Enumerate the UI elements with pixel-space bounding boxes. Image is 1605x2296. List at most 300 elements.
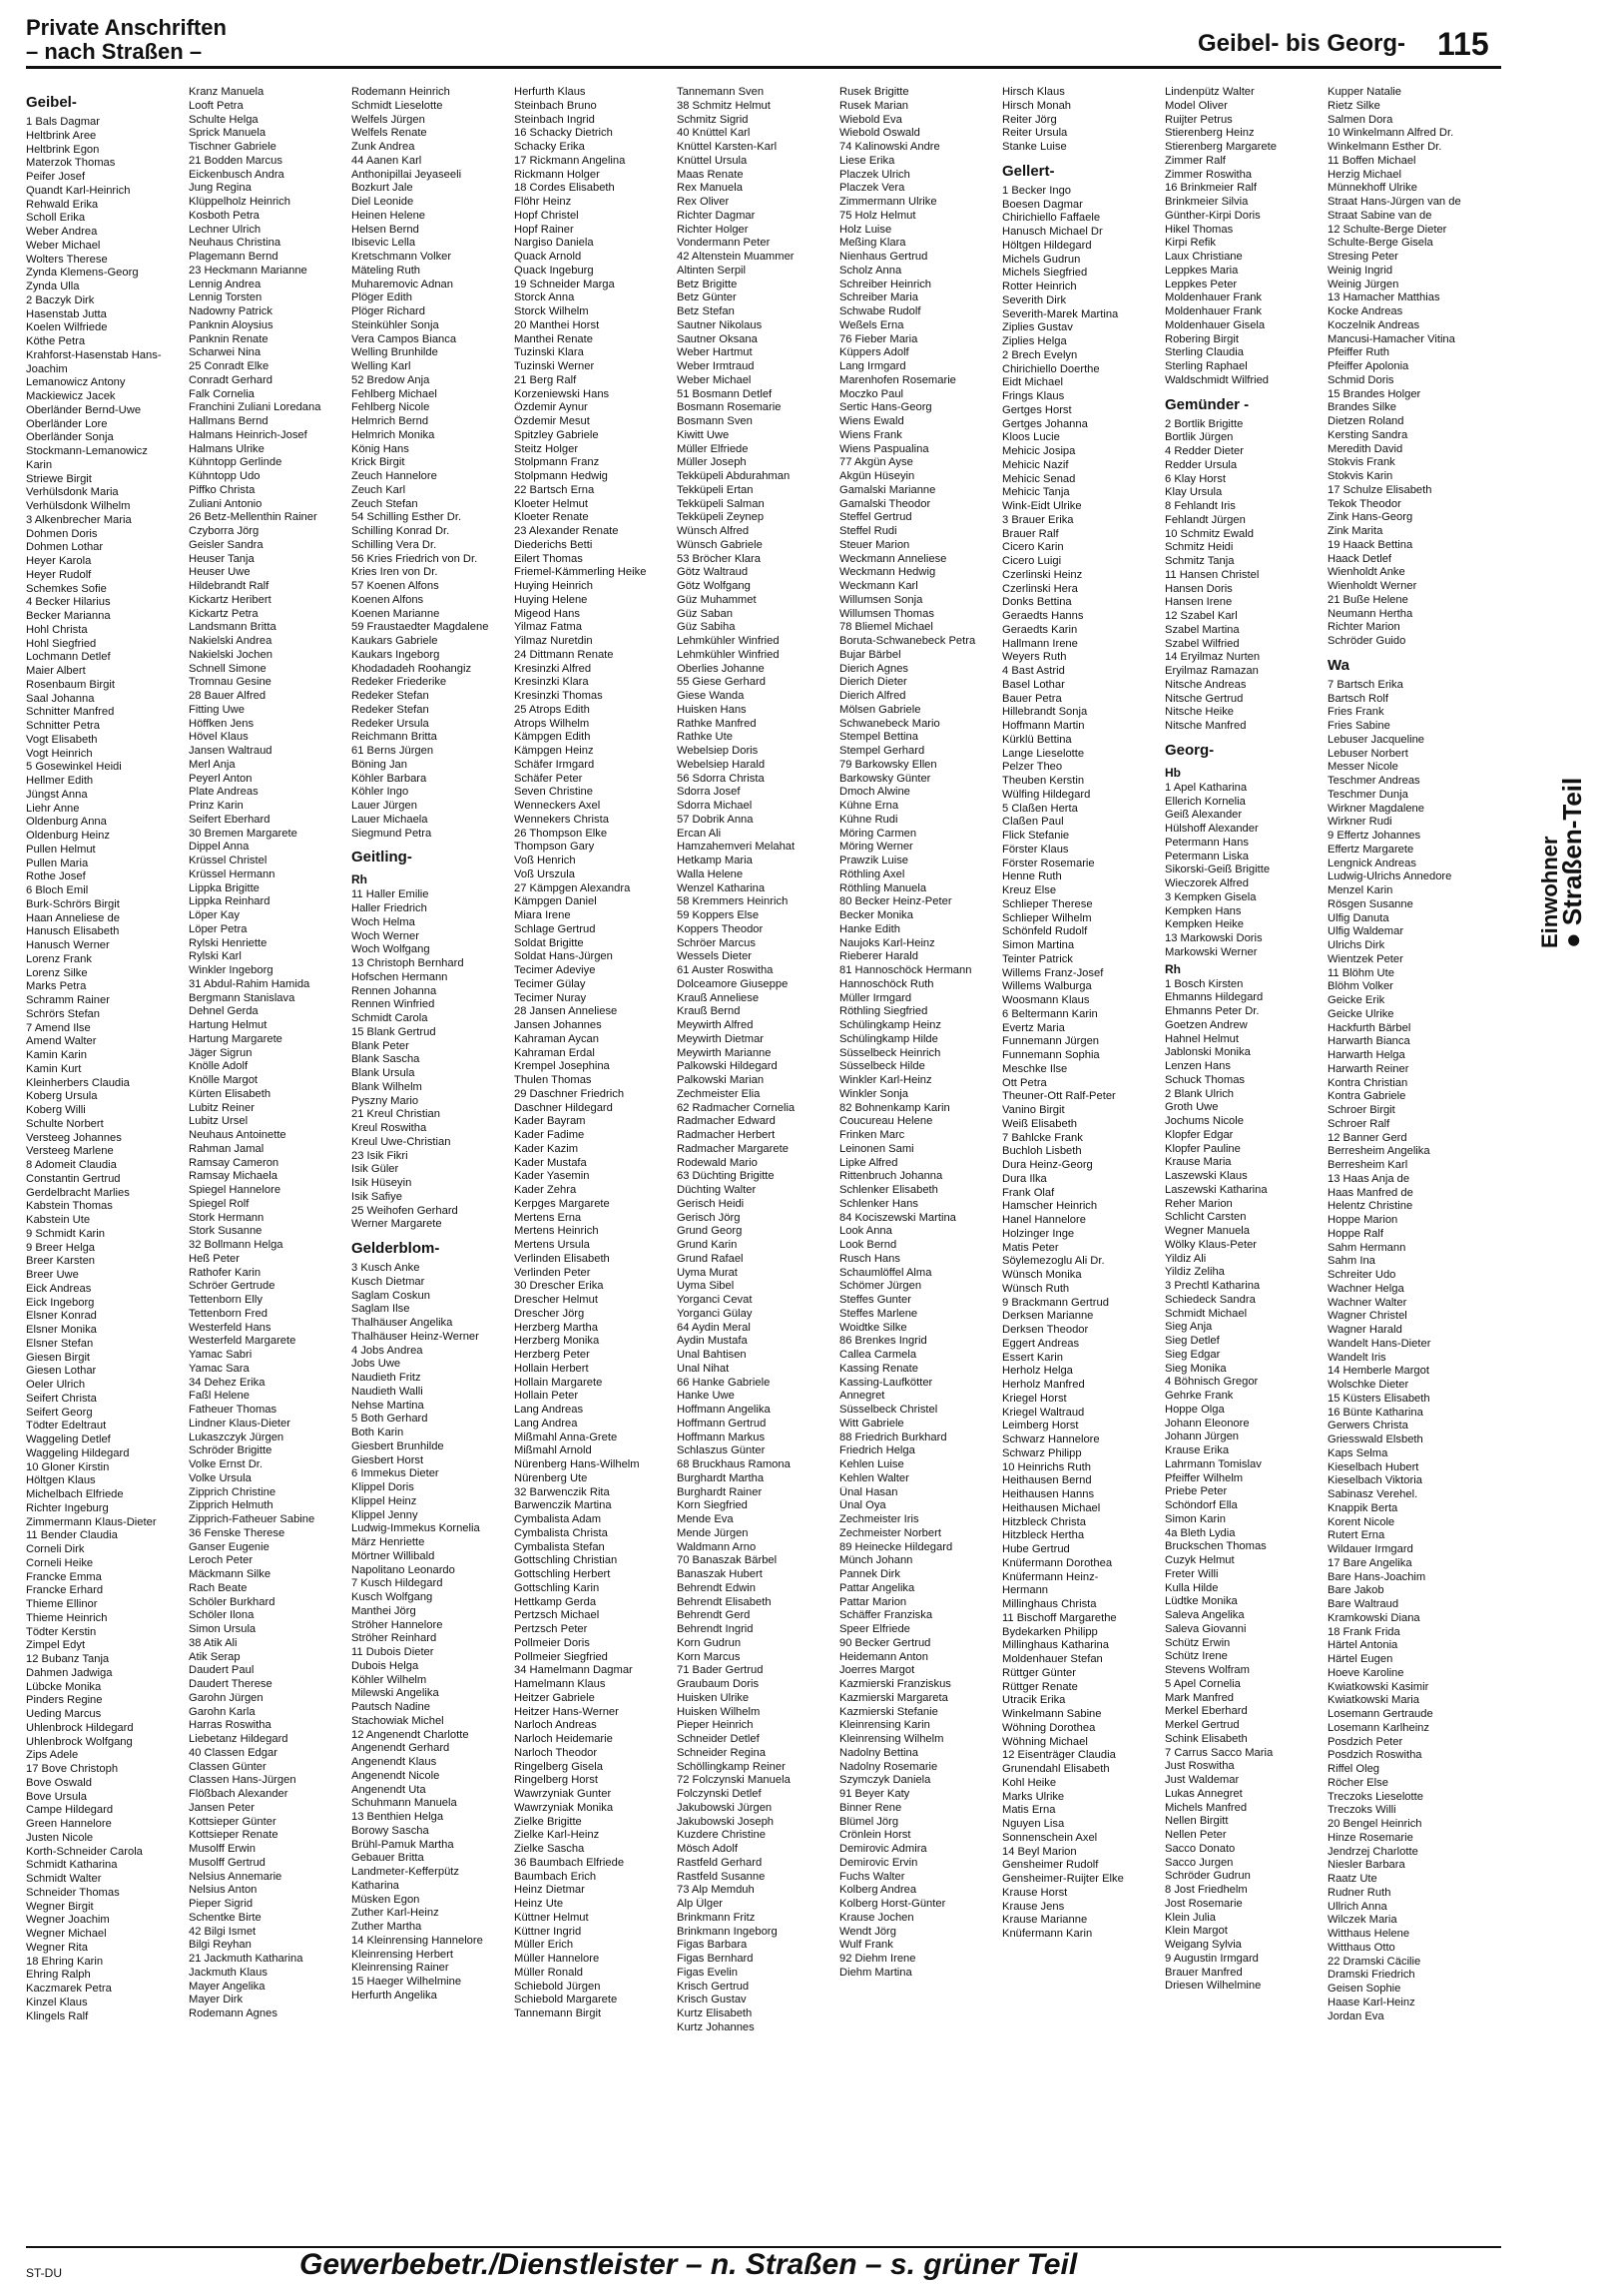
- resident-entry: Özdemir Mesut: [514, 415, 590, 427]
- resident-entry: Zechmeister Elia: [677, 1087, 761, 1100]
- resident-entry: Francke Emma: [26, 1570, 102, 1583]
- resident-entry: Knölle Margot: [189, 1074, 259, 1086]
- resident-entry: Müller Irmgard: [839, 991, 912, 1004]
- resident-entry: Kader Zehra: [514, 1184, 577, 1196]
- resident-entry: Griesswald Elsbeth: [1328, 1434, 1423, 1445]
- resident-entry: Khodadadeh Roohangiz: [351, 662, 472, 675]
- resident-entry: Mäteling Ruth: [351, 264, 421, 277]
- resident-entry: Derksen Theodor: [1002, 1324, 1089, 1336]
- resident-entry: Hirsch Monah: [1002, 99, 1072, 112]
- resident-entry: Winkler Ingeborg: [189, 964, 273, 976]
- resident-entry: Özdemir Aynur: [514, 401, 588, 414]
- resident-entry: Höffken Jens: [189, 717, 255, 730]
- directory-column: [1002, 86, 1164, 2232]
- resident-entry: Gerisch Jörg: [677, 1211, 741, 1224]
- resident-entry: Ünal Hasan: [839, 1485, 898, 1498]
- resident-entry: Nadolny Bettina: [839, 1746, 918, 1759]
- resident-entry: Hannoschöck Ruth: [839, 977, 934, 990]
- resident-entry: Köhler Ingo: [351, 786, 409, 799]
- resident-entry: Burk-Schrörs Birgit: [26, 897, 120, 910]
- resident-entry: 4 Böhnisch Gregor: [1165, 1376, 1259, 1389]
- resident-entry: Schönfeld Rudolf: [1002, 925, 1088, 938]
- resident-entry: Kosboth Petra: [189, 209, 260, 222]
- resident-entry: Gertges Johanna: [1002, 417, 1088, 430]
- resident-entry: Waggeling Detlef: [26, 1434, 111, 1445]
- resident-entry: Driesen Wilhelmine: [1165, 1980, 1262, 1993]
- resident-entry: Ulrichs Dirk: [1328, 939, 1385, 951]
- resident-entry: Peyerl Anton: [189, 772, 253, 785]
- resident-entry: Francke Erhard: [26, 1584, 104, 1597]
- resident-entry: Lennig Torsten: [189, 291, 263, 304]
- resident-entry: 58 Kremmers Heinrich: [677, 895, 789, 908]
- resident-entry: Pollmeier Siegfried: [514, 1650, 608, 1663]
- resident-entry: Bruckschen Thomas: [1165, 1540, 1267, 1553]
- resident-entry: Cymbalista Adam: [514, 1513, 602, 1525]
- resident-entry: 71 Bader Gertrud: [677, 1664, 764, 1677]
- resident-entry: Brauer Manfred: [1165, 1966, 1243, 1979]
- resident-entry: Holz Luise: [839, 223, 892, 236]
- resident-entry: Kloeter Renate: [514, 511, 589, 524]
- resident-entry: Donks Bettina: [1002, 596, 1072, 609]
- resident-entry: Radmacher Herbert: [677, 1129, 776, 1141]
- resident-entry: Rastfeld Gerhard: [677, 1856, 763, 1869]
- resident-entry: Wegner Birgit: [26, 1900, 94, 1913]
- resident-entry: Kleinherbers Claudia: [26, 1076, 130, 1089]
- resident-entry: Kazmierski Margareta: [839, 1691, 948, 1704]
- resident-entry: Schröder Gudrun: [1165, 1870, 1251, 1883]
- resident-entry: Müller Ronald: [514, 1966, 584, 1979]
- resident-entry: Millinghaus Christa: [1002, 1598, 1097, 1610]
- resident-entry: 18 Cordes Elisabeth: [514, 182, 615, 195]
- resident-entry: Henne Ruth: [1002, 870, 1062, 883]
- resident-entry: Blank Peter: [351, 1039, 409, 1052]
- resident-entry: Ramsay Cameron: [189, 1156, 279, 1169]
- resident-entry: Kürten Elisabeth: [189, 1087, 271, 1100]
- resident-entry: Green Hannelore: [26, 1818, 112, 1830]
- resident-entry: Willumsen Thomas: [839, 607, 934, 620]
- resident-entry: Koenen Marianne: [351, 607, 440, 620]
- resident-entry: 38 Atik Ali: [189, 1636, 238, 1649]
- resident-entry: Angenendt Uta: [351, 1783, 426, 1796]
- resident-entry: Heinz Dietmar: [514, 1884, 585, 1897]
- resident-entry: Schuhmann Manuela: [351, 1797, 457, 1810]
- resident-entry: Rickmann Holger: [514, 168, 600, 181]
- resident-entry: Schlage Gertrud: [514, 922, 596, 935]
- resident-entry: Hellmer Edith: [26, 775, 94, 787]
- resident-entry: Gerisch Heidi: [677, 1197, 745, 1210]
- resident-entry: Schramm Rainer: [26, 994, 110, 1006]
- resident-entry: Eick Andreas: [26, 1282, 92, 1295]
- resident-entry: Blöhm Volker: [1328, 980, 1393, 993]
- resident-entry: Nadowny Patrick: [189, 305, 272, 317]
- resident-entry: Just Roswitha: [1165, 1760, 1235, 1773]
- resident-entry: Kieselbach Hubert: [1328, 1460, 1419, 1473]
- resident-entry: Claßen Paul: [1002, 816, 1064, 829]
- resident-entry: Ströher Hannelore: [351, 1618, 443, 1631]
- resident-entry: Lippka Reinhard: [189, 895, 270, 908]
- resident-entry: Geraedts Hanns: [1002, 610, 1084, 622]
- resident-entry: Lukas Annegret: [1165, 1787, 1243, 1800]
- resident-entry: Joerres Margot: [839, 1664, 915, 1677]
- resident-entry: Angenendt Nicole: [351, 1769, 440, 1782]
- resident-entry: 2 Bortlik Brigitte: [1165, 417, 1244, 430]
- resident-entry: Hülshoff Alexander: [1165, 823, 1259, 835]
- resident-entry: 2 Blank Ulrich: [1165, 1087, 1235, 1100]
- resident-entry: Müsken Egon: [351, 1893, 420, 1906]
- resident-entry: Weckmann Hedwig: [839, 566, 936, 579]
- resident-entry: Kühntopp Udo: [189, 470, 261, 482]
- resident-entry: Kamin Karin: [26, 1049, 87, 1061]
- resident-entry: Hamelmann Klaus: [514, 1678, 606, 1690]
- resident-entry: Kader Bayram: [514, 1115, 586, 1128]
- resident-entry: Kader Fadime: [514, 1129, 585, 1141]
- resident-entry: Pfeiffer Ruth: [1328, 346, 1389, 359]
- resident-entry: Laszewski Katharina: [1165, 1183, 1268, 1196]
- resident-entry: Diehm Martina: [839, 1966, 912, 1979]
- resident-entry: Nehse Martina: [351, 1399, 424, 1412]
- resident-entry: Woidtke Silke: [839, 1321, 907, 1334]
- resident-entry: Korn Marcus: [677, 1650, 741, 1663]
- resident-entry: Krisch Gustav: [677, 1994, 747, 2007]
- resident-entry: Dura Heinz-Georg: [1002, 1159, 1093, 1171]
- resident-entry: Nitsche Manfred: [1165, 720, 1247, 732]
- resident-entry: Härtel Eugen: [1328, 1653, 1393, 1665]
- resident-entry: Kreul Roswitha: [351, 1122, 427, 1134]
- resident-entry: Weigang Sylvia: [1165, 1939, 1242, 1951]
- resident-entry: Czyborra Jörg: [189, 525, 260, 537]
- resident-entry: Nellen Birgitt: [1165, 1815, 1229, 1828]
- resident-entry: 12 Banner Gerd: [1328, 1131, 1407, 1144]
- resident-entry: Ott Petra: [1002, 1076, 1047, 1089]
- resident-entry: Buchloh Lisbeth: [1002, 1145, 1082, 1158]
- resident-entry: Wegner Michael: [26, 1928, 107, 1940]
- resident-entry: Haas Manfred de: [1328, 1186, 1413, 1199]
- resident-entry: Korn Siegfried: [677, 1499, 748, 1512]
- resident-entry: Brauer Ralf: [1002, 527, 1059, 540]
- resident-entry: Peifer Josef: [26, 171, 86, 183]
- resident-entry: Leppkes Peter: [1165, 278, 1238, 290]
- resident-entry: Millinghaus Katharina: [1002, 1639, 1109, 1652]
- resident-entry: 73 Alp Memduh: [677, 1884, 755, 1897]
- resident-entry: Klüppelholz Heinrich: [189, 196, 290, 208]
- resident-entry: Rittenbruch Johanna: [839, 1170, 943, 1183]
- resident-entry: Behrendt Elisabeth: [677, 1595, 772, 1608]
- resident-entry: Pfeiffer Wilhelm: [1165, 1471, 1244, 1484]
- resident-entry: Steitz Holger: [514, 442, 579, 455]
- resident-entry: Pannek Dirk: [839, 1568, 900, 1580]
- resident-entry: Waldschmidt Wilfried: [1165, 373, 1270, 386]
- resident-entry: Müller Joseph: [677, 456, 747, 469]
- resident-entry: Tekküpeli Salman: [677, 497, 765, 510]
- resident-entry: Treczoks Lieselotte: [1328, 1790, 1423, 1803]
- resident-entry: Lehmkühler Winfried: [677, 648, 780, 661]
- directory-column: [514, 86, 676, 2232]
- resident-entry: 11 Bender Claudia: [26, 1529, 118, 1542]
- resident-entry: 56 Kries Friedrich von Dr.: [351, 552, 478, 565]
- resident-entry: Verlinden Peter: [514, 1266, 591, 1279]
- resident-entry: Derksen Marianne: [1002, 1310, 1094, 1323]
- resident-entry: Zipprich-Fatheuer Sabine: [189, 1513, 315, 1525]
- resident-entry: Welfels Renate: [351, 127, 427, 140]
- resident-entry: Schöndorf Ella: [1165, 1499, 1238, 1511]
- directory-column: [189, 86, 350, 2232]
- resident-entry: Schlaszus Günter: [677, 1444, 766, 1457]
- resident-entry: Meredith David: [1328, 442, 1403, 455]
- resident-entry: Kaukars Gabriele: [351, 635, 438, 647]
- resident-entry: Tecimer Adeviye: [514, 964, 596, 976]
- resident-entry: Wawrzyniak Gunter: [514, 1788, 612, 1800]
- resident-entry: Schulte Norbert: [26, 1117, 104, 1130]
- resident-entry: Wöhning Dorothea: [1002, 1721, 1096, 1734]
- resident-entry: Wünsch Gabriele: [677, 538, 763, 551]
- resident-entry: 12 Schulte-Berge Dieter: [1328, 223, 1447, 236]
- resident-entry: Güz Saban: [677, 607, 733, 620]
- resident-entry: Welfels Jürgen: [351, 113, 425, 126]
- resident-entry: Waldmann Arno: [677, 1540, 757, 1553]
- resident-entry: Freter Willi: [1165, 1567, 1219, 1580]
- resident-entry: Weßels Erna: [839, 318, 904, 331]
- resident-entry: Heltbrink Aree: [26, 129, 97, 142]
- resident-entry: Wennekers Christa: [514, 813, 609, 826]
- resident-entry: Meywirth Marianne: [677, 1046, 772, 1059]
- resident-entry: Nitsche Andreas: [1165, 678, 1247, 691]
- resident-entry: Callea Carmela: [839, 1349, 917, 1361]
- resident-entry: Kämpgen Heinz: [514, 745, 594, 757]
- resident-entry: Coucureau Helene: [839, 1115, 933, 1128]
- resident-entry: Kupper Natalie: [1328, 86, 1402, 98]
- resident-entry: Crönlein Horst: [839, 1829, 911, 1842]
- resident-entry: Salmen Dora: [1328, 113, 1393, 126]
- resident-entry: Richter Holger: [677, 223, 749, 236]
- resident-entry: 9 Schmidt Karin: [26, 1227, 105, 1240]
- resident-entry: Geisler Sandra: [189, 538, 264, 551]
- resident-entry: Klippel Jenny: [351, 1508, 418, 1521]
- resident-entry: Campe Hildegard: [26, 1804, 114, 1817]
- resident-entry: Tödter Kerstin: [26, 1625, 97, 1638]
- resident-entry: Weckmann Anneliese: [839, 552, 947, 565]
- resident-entry: Hermann: [1002, 1584, 1049, 1597]
- resident-entry: Kerpges Margarete: [514, 1197, 610, 1210]
- resident-entry: Kloeter Helmut: [514, 497, 588, 510]
- resident-entry: Schröder Brigitte: [189, 1444, 272, 1457]
- resident-entry: Kottsieper Renate: [189, 1829, 278, 1842]
- resident-entry: 17 Rickmann Angelina: [514, 154, 626, 167]
- resident-entry: 12 Szabel Karl: [1165, 610, 1238, 622]
- resident-entry: Demirovic Admira: [839, 1843, 927, 1855]
- resident-entry: Kader Yasemin: [514, 1170, 590, 1183]
- resident-entry: 31 Abdul-Rahim Hamida: [189, 977, 310, 990]
- resident-entry: Voß Henrich: [514, 855, 576, 866]
- resident-entry: Meßing Klara: [839, 237, 906, 250]
- resident-entry: 25 Weihofen Gerhard: [351, 1204, 458, 1217]
- resident-entry: Grunendahl Elisabeth: [1002, 1763, 1110, 1775]
- resident-entry: Gerwers Christa: [1328, 1420, 1408, 1433]
- resident-entry: Corneli Heike: [26, 1556, 94, 1569]
- resident-entry: Bare Hans-Joachim: [1328, 1570, 1426, 1583]
- resident-entry: 38 Schmitz Helmut: [677, 99, 771, 112]
- resident-entry: 23 Isik Fikri: [351, 1149, 408, 1162]
- resident-entry: Kader Mustafa: [514, 1156, 587, 1169]
- resident-entry: Reichmann Britta: [351, 731, 437, 744]
- resident-entry: 27 Kämpgen Alexandra: [514, 881, 631, 894]
- resident-entry: Verlinden Elisabeth: [514, 1252, 610, 1265]
- resident-entry: Sdorra Josef: [677, 786, 741, 799]
- resident-entry: Betz Brigitte: [677, 278, 738, 290]
- resident-entry: Michelbach Elfriede: [26, 1488, 124, 1500]
- resident-entry: Süsselbeck Christel: [839, 1404, 938, 1416]
- district-code: Rh: [351, 872, 367, 887]
- resident-entry: Kader Kazim: [514, 1142, 579, 1155]
- resident-entry: Söylemezoglu Ali Dr.: [1002, 1255, 1105, 1268]
- resident-entry: Hollain Margarete: [514, 1376, 603, 1389]
- resident-entry: 51 Bosmann Detlef: [677, 387, 773, 400]
- resident-entry: 78 Bliemel Michael: [839, 621, 933, 634]
- resident-entry: Götz Waltraud: [677, 566, 749, 579]
- resident-entry: Maas Renate: [677, 168, 744, 181]
- resident-entry: Teschmer Dunja: [1328, 788, 1408, 801]
- resident-entry: Kwiatkowski Maria: [1328, 1694, 1420, 1707]
- resident-entry: Schreiber Maria: [839, 291, 918, 304]
- resident-entry: 42 Bilgi Ismet: [189, 1925, 257, 1938]
- resident-entry: Kries Iren von Dr.: [351, 566, 438, 579]
- resident-entry: Bauer Petra: [1002, 692, 1062, 705]
- resident-entry: Thalhäuser Heinz-Werner: [351, 1330, 479, 1343]
- resident-entry: Richter Ingeburg: [26, 1501, 109, 1514]
- resident-entry: Wessels Dieter: [677, 950, 753, 963]
- resident-entry: Woch Werner: [351, 929, 419, 942]
- resident-entry: Schröer Marcus: [677, 936, 756, 949]
- resident-entry: Kocke Andreas: [1328, 305, 1403, 317]
- resident-entry: Neumann Hertha: [1328, 607, 1413, 620]
- resident-entry: 15 Blank Gertrud: [351, 1025, 436, 1038]
- resident-entry: Moczko Paul: [839, 387, 904, 400]
- resident-entry: Stolpmann Franz: [514, 456, 600, 469]
- resident-entry: 29 Daschner Friedrich: [514, 1087, 625, 1100]
- resident-entry: Mörtner Willibald: [351, 1549, 435, 1562]
- resident-entry: Classen Hans-Jürgen: [189, 1774, 296, 1787]
- resident-entry: 82 Bohnenkamp Karin: [839, 1101, 950, 1114]
- resident-entry: Ullrich Anna: [1328, 1900, 1387, 1913]
- resident-entry: Merl Anja: [189, 758, 236, 771]
- resident-entry: Stresing Peter: [1328, 251, 1398, 263]
- resident-entry: Bergmann Stanislava: [189, 991, 295, 1004]
- resident-entry: Drescher Jörg: [514, 1307, 585, 1320]
- resident-entry: Dolceamore Giuseppe: [677, 977, 789, 990]
- resident-entry: Welling Karl: [351, 360, 411, 372]
- resident-entry: Hettkamp Gerda: [514, 1595, 597, 1608]
- resident-entry: Schäffer Franziska: [839, 1609, 933, 1622]
- resident-entry: 64 Aydin Meral: [677, 1321, 751, 1334]
- resident-entry: Jüngst Anna: [26, 788, 88, 801]
- resident-entry: 8 Adomeit Claudia: [26, 1159, 117, 1171]
- resident-entry: Halmans Ulrike: [189, 442, 265, 455]
- resident-entry: Radmacher Edward: [677, 1115, 776, 1128]
- resident-entry: 21 Bodden Marcus: [189, 154, 282, 167]
- resident-entry: 6 Beltermann Karin: [1002, 1007, 1098, 1020]
- resident-entry: Kühntopp Gerlinde: [189, 456, 282, 469]
- resident-entry: Lebuser Jacqueline: [1328, 733, 1425, 746]
- resident-entry: Hanusch Michael Dr: [1002, 226, 1103, 238]
- resident-entry: Rutert Erna: [1328, 1529, 1385, 1542]
- resident-entry: Schrörs Stefan: [26, 1007, 100, 1020]
- resident-entry: Tekküpeli Ertan: [677, 483, 754, 496]
- resident-entry: Mißmahl Arnold: [514, 1444, 592, 1457]
- resident-entry: Wünsch Monika: [1002, 1269, 1082, 1281]
- resident-entry: Wölky Klaus-Peter: [1165, 1238, 1258, 1251]
- resident-entry: 21 Jackmuth Katharina: [189, 1953, 303, 1965]
- resident-entry: Fries Sabine: [1328, 720, 1390, 732]
- resident-entry: Kaukars Ingeborg: [351, 648, 440, 661]
- resident-entry: Kiwitt Uwe: [677, 428, 730, 441]
- resident-entry: 3 Alkenbrecher Maria: [26, 513, 132, 526]
- resident-entry: 16 Brinkmeier Ralf: [1165, 182, 1258, 195]
- resident-entry: Sacco Donato: [1165, 1842, 1236, 1855]
- resident-entry: 13 Haas Anja de: [1328, 1172, 1410, 1185]
- resident-entry: Diel Leonide: [351, 196, 414, 208]
- resident-entry: Hasenstab Jutta: [26, 307, 107, 320]
- resident-entry: Losemann Karlheinz: [1328, 1721, 1429, 1734]
- resident-entry: Mertens Ursula: [514, 1239, 590, 1251]
- resident-entry: Hövel Klaus: [189, 731, 249, 744]
- resident-entry: Pieper Sigrid: [189, 1898, 254, 1910]
- resident-entry: Heyer Karola: [26, 555, 92, 567]
- resident-entry: Elsner Monika: [26, 1324, 97, 1336]
- resident-entry: Kleinrensing Herbert: [351, 1948, 453, 1961]
- resident-entry: Yildiz Ali: [1165, 1252, 1207, 1265]
- resident-entry: Weyers Ruth: [1002, 651, 1067, 664]
- resident-entry: Flick Stefanie: [1002, 830, 1070, 842]
- resident-entry: Heithausen Hanns: [1002, 1488, 1095, 1500]
- resident-entry: Herfurth Klaus: [514, 86, 586, 98]
- resident-entry: Frank Olaf: [1002, 1186, 1055, 1199]
- directory-column: [677, 86, 838, 2232]
- resident-entry: Constantin Gertrud: [26, 1172, 121, 1185]
- resident-entry: Tekküpeli Zeynep: [677, 511, 765, 524]
- resident-entry: Lennig Andrea: [189, 278, 262, 290]
- resident-entry: 76 Fieber Maria: [839, 332, 918, 345]
- resident-entry: 7 Bartsch Erika: [1328, 678, 1403, 691]
- resident-entry: Leimberg Horst: [1002, 1420, 1079, 1433]
- resident-entry: Zielke Sascha: [514, 1843, 585, 1855]
- resident-entry: Rahman Jamal: [189, 1142, 265, 1155]
- resident-entry: 4a Bleth Lydia: [1165, 1526, 1236, 1539]
- resident-entry: Elsner Stefan: [26, 1337, 94, 1350]
- resident-entry: Oldenburg Heinz: [26, 830, 110, 842]
- resident-entry: Burghardt Rainer: [677, 1485, 763, 1498]
- resident-entry: Stempel Bettina: [839, 731, 918, 744]
- resident-entry: Westerfeld Hans: [189, 1321, 271, 1334]
- resident-entry: Chirichiello Doerthe: [1002, 362, 1100, 375]
- resident-entry: 13 Markowski Doris: [1165, 932, 1263, 944]
- resident-entry: Liese Erika: [839, 154, 895, 167]
- resident-entry: Lipke Alfred: [839, 1156, 898, 1169]
- resident-entry: Czerlinski Heinz: [1002, 568, 1083, 581]
- resident-entry: Mayer Angelika: [189, 1980, 266, 1993]
- resident-entry: Schaumlöffel Alma: [839, 1266, 932, 1279]
- resident-entry: 6 Klay Horst: [1165, 472, 1226, 485]
- resident-entry: Knüfermann Heinz-: [1002, 1570, 1099, 1583]
- resident-entry: Herzberg Martha: [514, 1321, 598, 1334]
- resident-entry: Hoppe Marion: [1328, 1214, 1398, 1226]
- resident-entry: Soldat Hans-Jürgen: [514, 950, 613, 963]
- resident-entry: Herholz Manfred: [1002, 1379, 1085, 1391]
- resident-entry: Volke Ernst Dr.: [189, 1458, 263, 1470]
- resident-entry: Ibisevic Lella: [351, 237, 416, 250]
- resident-entry: 6 Immekus Dieter: [351, 1467, 439, 1480]
- resident-entry: Mäckmann Silke: [189, 1568, 271, 1580]
- resident-entry: Wulf Frank: [839, 1939, 893, 1952]
- resident-entry: Naujoks Karl-Heinz: [839, 936, 935, 949]
